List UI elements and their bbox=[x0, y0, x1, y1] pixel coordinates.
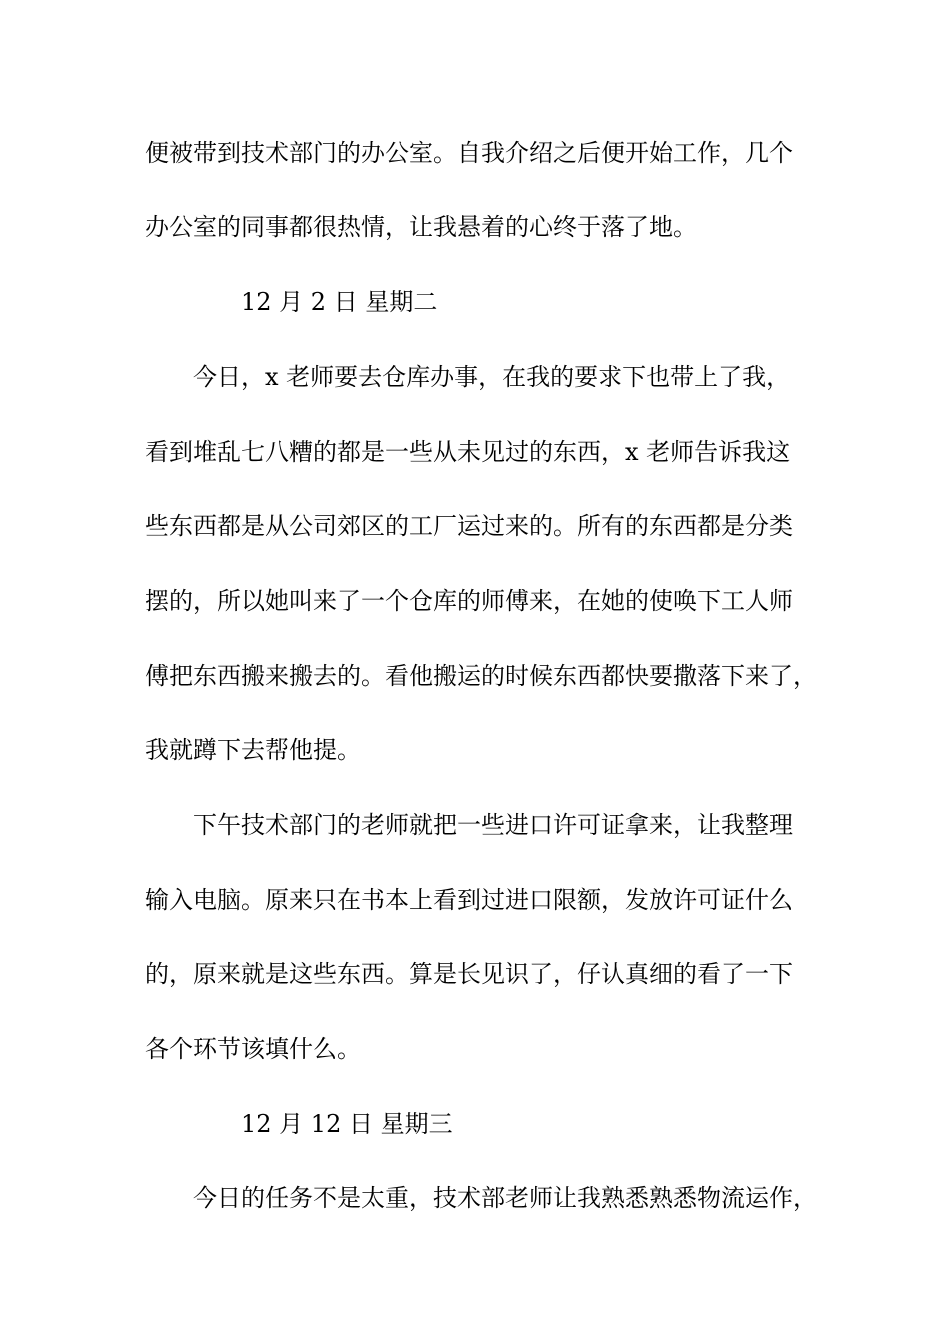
paragraph-line: 我就蹲下去帮他提。 bbox=[145, 736, 361, 764]
paragraph-line: 傅把东西搬来搬去的。看他搬运的时候东西都快要撒落下来了， bbox=[145, 662, 817, 690]
paragraph-line: 些东西都是从公司郊区的工厂运过来的。所有的东西都是分类 bbox=[145, 512, 793, 540]
paragraph-line: 今日的任务不是太重，技术部老师让我熟悉熟悉物流运作， bbox=[193, 1184, 817, 1212]
diary-date-heading: 12 月 12 日 星期三 bbox=[241, 1110, 453, 1138]
paragraph-line: 输入电脑。原来只在书本上看到过进口限额，发放许可证什么 bbox=[145, 886, 793, 914]
paragraph-line: 各个环节该填什么。 bbox=[145, 1035, 361, 1063]
paragraph-line: 今日，x 老师要去仓库办事，在我的要求下也带上了我， bbox=[193, 363, 791, 391]
paragraph-line: 的，原来就是这些东西。算是长见识了，仔认真细的看了一下 bbox=[145, 960, 793, 988]
paragraph-line: 看到堆乱七八糟的都是一些从未见过的东西，x 老师告诉我这 bbox=[145, 438, 791, 466]
paragraph-line: 下午技术部门的老师就把一些进口许可证拿来，让我整理 bbox=[193, 811, 793, 839]
paragraph-line: 便被带到技术部门的办公室。自我介绍之后便开始工作，几个 bbox=[145, 139, 793, 167]
diary-date-heading: 12 月 2 日 星期二 bbox=[241, 288, 438, 316]
paragraph-line: 办公室的同事都很热情，让我悬着的心终于落了地。 bbox=[145, 213, 697, 241]
paragraph-line: 摆的，所以她叫来了一个仓库的师傅来，在她的使唤下工人师 bbox=[145, 587, 793, 615]
